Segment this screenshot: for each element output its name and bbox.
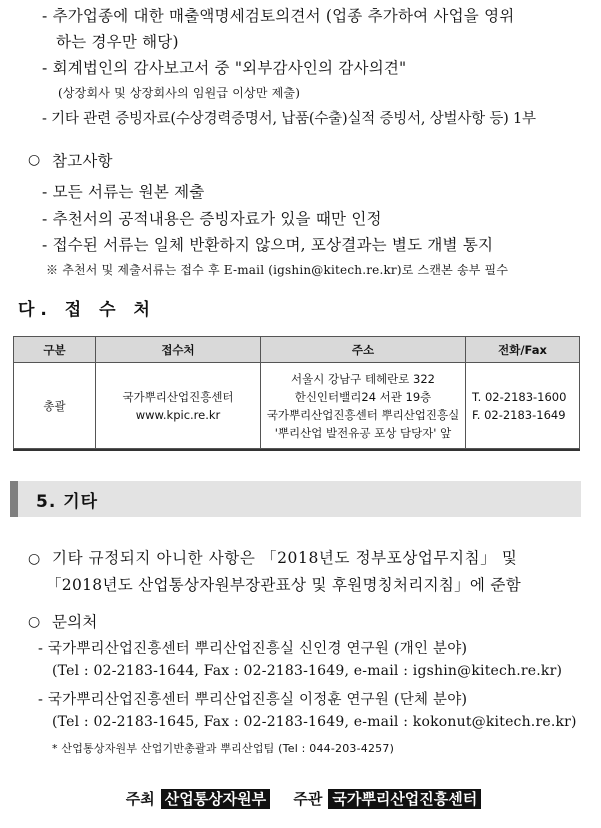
office-name: 국가뿌리산업진흥센터 xyxy=(122,389,234,404)
other-text-line: 「2018년도 산업통상자원부장관표상 및 후원명칭처리지침」에 준함 xyxy=(46,576,521,594)
doc-list-item: - 추가업종에 대한 매출액명세검토의견서 (업종 추가하여 사업을 영위 xyxy=(42,7,515,25)
table-row xyxy=(14,363,580,449)
bullet-circle-icon: ○ xyxy=(28,614,41,630)
contact-detail: (Tel : 02-2183-1644, Fax : 02-2183-1649, e-mail : igshin@kitech.re.kr) xyxy=(52,663,563,679)
organizer-label: 주관 xyxy=(293,790,323,808)
cell-office xyxy=(96,363,261,449)
contact-line: - 국가뿌리산업진흥센터 뿌리산업진흥실 이정훈 연구원 (단체 분야) xyxy=(38,692,468,708)
table-bottom-rule xyxy=(13,449,580,451)
cell-phone xyxy=(466,363,580,449)
section-5-banner xyxy=(10,481,581,517)
bullet-circle-icon: ○ xyxy=(28,551,41,567)
phone-number: T. 02-2183-1600 xyxy=(472,389,567,404)
reception-heading: 다. 접 수 처 xyxy=(18,300,156,320)
col-header-category: 구분 xyxy=(14,337,96,363)
office-url[interactable]: www.kpic.re.kr xyxy=(135,407,221,422)
col-header-office: 접수처 xyxy=(96,337,261,363)
contact-detail: (Tel : 02-2183-1645, Fax : 02-2183-1649, e-mail : kokonut@kitech.re.kr) xyxy=(52,714,577,730)
organizer-name: 국가뿌리산업진흥센터 xyxy=(328,789,481,809)
notes-item: - 추천서의 공적내용은 증빙자료가 있을 때만 인정 xyxy=(42,210,382,228)
bullet-circle-icon: ○ xyxy=(28,152,41,168)
footnote: * 산업통상자원부 산업기반총괄과 뿌리산업팀 (Tel : 044-203-4257) xyxy=(52,742,395,755)
doc-list-item-cont: 하는 경우만 해당) xyxy=(56,33,179,51)
notes-item: - 모든 서류는 원본 제출 xyxy=(42,183,205,201)
doc-list-item: - 회계법인의 감사보고서 중 "외부감사인의 감사의견" xyxy=(42,59,407,77)
notes-title: 참고사항 xyxy=(52,152,113,170)
reception-table xyxy=(13,336,580,449)
contact-line: - 국가뿌리산업진흥센터 뿌리산업진흥실 신인경 연구원 (개인 분야) xyxy=(38,641,468,657)
inquiry-title: 문의처 xyxy=(52,613,98,631)
section-5-title: 5. 기타 xyxy=(36,492,99,512)
col-header-phone: 전화/Fax xyxy=(466,337,580,363)
col-header-address: 주소 xyxy=(261,337,466,363)
host-label: 주최 xyxy=(125,790,155,808)
address-line: 한신인터밸리24 서관 19층 xyxy=(294,389,432,404)
address-line: '뿌리산업 발전유공 포상 담당자' 앞 xyxy=(274,425,452,440)
address-line: 서울시 강남구 테헤란로 322 xyxy=(290,371,435,386)
cell-address xyxy=(261,363,466,449)
notes-item: - 접수된 서류는 일체 반환하지 않으며, 포상결과는 별도 개별 통지 xyxy=(42,236,494,254)
notes-remark: ※ 추천서 및 제출서류는 접수 후 E-mail (igshin@kitech.re.kr)로 스캔본 송부 필수 xyxy=(46,263,509,277)
footer xyxy=(0,788,601,809)
doc-list-note: (상장회사 및 상장회사의 임원급 이상만 제출) xyxy=(58,86,301,100)
address-line: 국가뿌리산업진흥센터 뿌리산업진흥실 xyxy=(266,407,460,422)
other-text-line: 기타 규정되지 아니한 사항은 「2018년도 정부포상업무지침」 및 xyxy=(52,549,518,567)
fax-number: F. 02-2183-1649 xyxy=(472,407,566,422)
doc-list-item: - 기타 관련 증빙자료(수상경력증명서, 납품(수출)실적 증빙서, 상벌사항 등) 1부 xyxy=(42,111,536,127)
cell-category: 총괄 xyxy=(14,363,96,449)
host-name: 산업통상자원부 xyxy=(161,789,270,809)
table-header-row xyxy=(14,337,580,363)
